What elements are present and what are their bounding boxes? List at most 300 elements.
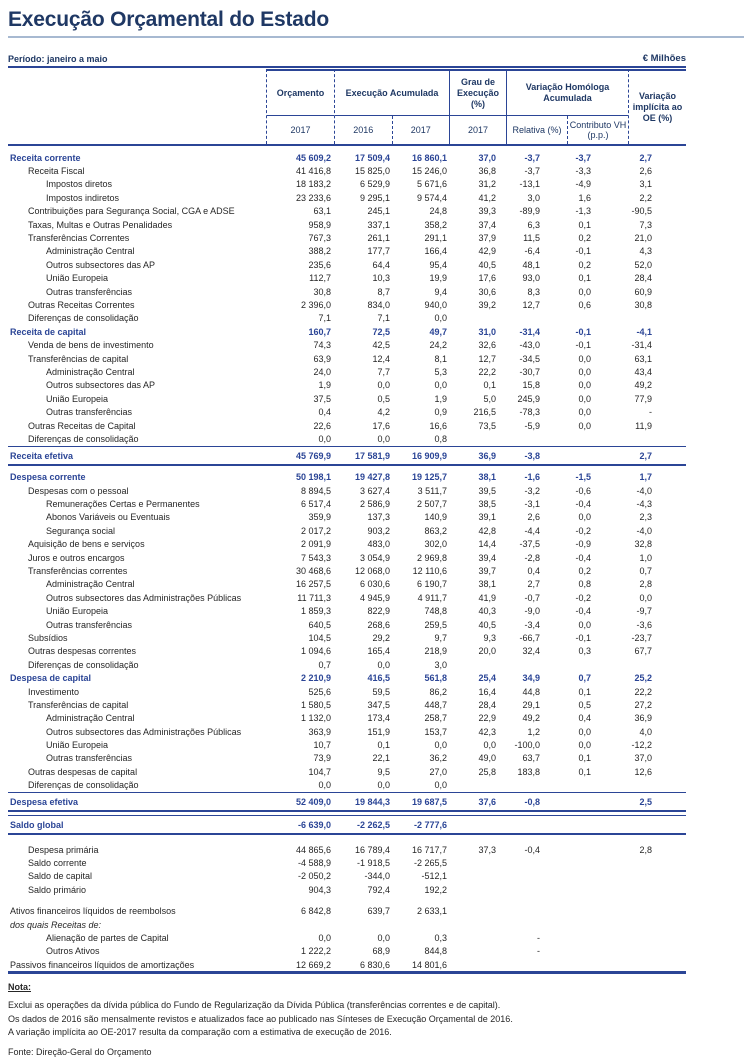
cell-value: 24,8 bbox=[429, 206, 447, 217]
cell-value: 11,9 bbox=[635, 420, 652, 431]
cell-value: 42,8 bbox=[478, 525, 496, 536]
cell-value: 93,0 bbox=[522, 273, 540, 284]
table-row bbox=[8, 245, 686, 258]
note-line: Os dados de 2016 são mensalmente revistos e atualizados face ao publicado nas Sínteses de Execução Orçamental de 2016. bbox=[8, 1013, 513, 1024]
col-group-execucao-acumulada bbox=[334, 69, 449, 144]
cell-value: 0,1 bbox=[578, 753, 591, 764]
table-row bbox=[8, 793, 686, 810]
row-label: Saldo de capital bbox=[28, 871, 93, 882]
cell-value: 218,9 bbox=[424, 646, 447, 657]
cell-value: 0,0 bbox=[578, 740, 591, 751]
cell-value: 245,1 bbox=[367, 206, 390, 217]
cell-value: 7,1 bbox=[318, 313, 331, 324]
cell-value: 0,0 bbox=[377, 780, 390, 791]
cell-value: 25,4 bbox=[478, 673, 496, 684]
cell-value: 30 468,6 bbox=[295, 566, 331, 577]
row-label: dos quais Receitas de: bbox=[10, 919, 102, 930]
cell-value: 5,0 bbox=[483, 393, 496, 404]
cell-value: 0,7 bbox=[318, 659, 331, 670]
cell-value: 7,1 bbox=[377, 313, 390, 324]
cell-value: 12,4 bbox=[372, 353, 390, 364]
row-label: Ativos financeiros líquidos de reembolsos bbox=[10, 906, 176, 917]
cell-value: 24,0 bbox=[313, 366, 331, 377]
table-row bbox=[8, 883, 686, 896]
col-header-relativa: Relativa (%) bbox=[512, 125, 562, 135]
cell-value: 1 222,2 bbox=[300, 946, 331, 957]
cell-value: 0,1 bbox=[578, 766, 591, 777]
cell-value: 74,3 bbox=[313, 340, 331, 351]
cell-value: 259,5 bbox=[424, 619, 447, 630]
cell-value: 73,9 bbox=[313, 753, 331, 764]
cell-value: 137,3 bbox=[367, 512, 390, 523]
cell-value: -0,1 bbox=[575, 246, 591, 257]
cell-value: 2 017,2 bbox=[300, 525, 331, 536]
cell-value: 63,7 bbox=[522, 753, 540, 764]
cell-value: 48,1 bbox=[522, 259, 540, 270]
row-label: Investimento bbox=[28, 686, 80, 697]
cell-value: 347,5 bbox=[367, 699, 390, 710]
cell-value: 2,8 bbox=[639, 844, 652, 855]
cell-value: 1,0 bbox=[639, 552, 652, 563]
cell-value: 0,0 bbox=[578, 726, 591, 737]
row-label: Receita de capital bbox=[10, 326, 87, 337]
cell-value: 4,3 bbox=[639, 246, 652, 257]
row-label: Outras despesas correntes bbox=[28, 646, 137, 657]
cell-value: -0,4 bbox=[575, 499, 591, 510]
row-label: Transferências de capital bbox=[28, 353, 129, 364]
cell-value: 29,2 bbox=[372, 632, 390, 643]
row-label: Venda de bens de investimento bbox=[28, 340, 154, 351]
cell-value: 0,0 bbox=[578, 393, 591, 404]
row-label: Receita efetiva bbox=[10, 450, 74, 461]
table-row bbox=[8, 712, 686, 725]
cell-value: 16 860,1 bbox=[411, 152, 447, 163]
table-header bbox=[8, 69, 686, 146]
cell-value: 6 830,6 bbox=[359, 959, 390, 970]
period-rule bbox=[8, 66, 686, 68]
cell-value: 216,5 bbox=[473, 407, 496, 418]
cell-value: 39,1 bbox=[478, 512, 496, 523]
cell-value: -344,0 bbox=[364, 871, 390, 882]
cell-value: 10,3 bbox=[372, 273, 390, 284]
budget-table bbox=[8, 69, 686, 974]
cell-value: -0,4 bbox=[524, 844, 540, 855]
cell-value: 0,3 bbox=[434, 933, 447, 943]
cell-value: 6 190,7 bbox=[416, 579, 447, 590]
cell-value: 173,4 bbox=[367, 713, 390, 724]
cell-value: 20,0 bbox=[478, 646, 496, 657]
cell-value: 22,1 bbox=[372, 753, 390, 764]
cell-value: -0,9 bbox=[575, 539, 591, 550]
row-label: Outros Ativos bbox=[46, 946, 100, 957]
cell-value: 19,9 bbox=[429, 273, 447, 284]
cell-value: 5 671,6 bbox=[416, 179, 447, 190]
table-row bbox=[8, 945, 686, 958]
table-row bbox=[8, 298, 686, 311]
title-rule bbox=[8, 36, 744, 38]
cell-value: 0,0 bbox=[578, 420, 591, 431]
cell-value: 748,8 bbox=[424, 606, 447, 617]
cell-value: 822,9 bbox=[367, 606, 390, 617]
cell-value: 0,0 bbox=[318, 780, 331, 791]
cell-value: 34,9 bbox=[522, 673, 540, 684]
cell-value: 39,7 bbox=[478, 566, 496, 577]
cell-value: 0,0 bbox=[578, 407, 591, 418]
cell-value: 19 687,5 bbox=[411, 796, 447, 807]
cell-value: 0,0 bbox=[578, 353, 591, 364]
cell-value: -6 639,0 bbox=[297, 819, 331, 830]
cell-value: -37,5 bbox=[519, 539, 540, 550]
cell-value: -23,7 bbox=[631, 632, 652, 643]
cell-value: 32,4 bbox=[522, 646, 540, 657]
cell-value: 0,4 bbox=[527, 566, 540, 577]
cell-value: 8,1 bbox=[434, 353, 447, 364]
cell-value: 72,5 bbox=[372, 326, 390, 337]
row-label: Passivos financeiros líquidos de amortizações bbox=[10, 959, 195, 970]
cell-value: 8 894,5 bbox=[300, 485, 331, 496]
table-row bbox=[8, 484, 686, 497]
table-row bbox=[8, 918, 686, 931]
table-row bbox=[8, 164, 686, 177]
table-row bbox=[8, 497, 686, 510]
cell-value: 903,2 bbox=[367, 525, 390, 536]
cell-value: 640,5 bbox=[308, 619, 331, 630]
row-label: Administração Central bbox=[46, 579, 135, 590]
cell-value: -4,0 bbox=[636, 525, 652, 536]
cell-value: 0,9 bbox=[434, 407, 447, 418]
cell-value: 17,6 bbox=[478, 273, 496, 284]
cell-value: 42,5 bbox=[372, 340, 390, 351]
note-line: Exclui as operações da dívida pública do Fundo de Regularização da Dívida Pública (transferências correntes e de capital). bbox=[8, 1000, 501, 1011]
cell-value: 863,2 bbox=[424, 525, 447, 536]
row-label: Outras Receitas Correntes bbox=[28, 299, 135, 310]
cell-value: 63,9 bbox=[313, 353, 331, 364]
cell-value: 77,9 bbox=[634, 393, 652, 404]
table-row bbox=[8, 779, 686, 792]
cell-value: 0,7 bbox=[578, 673, 591, 684]
col-header-contributo: Contributo VH (p.p.) bbox=[567, 116, 628, 144]
row-label: Outras despesas de capital bbox=[28, 766, 138, 777]
cell-value: 3,0 bbox=[434, 659, 447, 670]
cell-value: 261,1 bbox=[367, 233, 390, 244]
cell-value: -3,8 bbox=[524, 450, 540, 461]
row-label: Diferenças de consolidação bbox=[28, 433, 139, 444]
cell-value: 767,3 bbox=[308, 233, 331, 244]
cell-value: -1,5 bbox=[575, 472, 591, 483]
table-row bbox=[8, 843, 686, 856]
cell-value: 0,0 bbox=[377, 933, 390, 943]
cell-value: 15 825,0 bbox=[354, 166, 390, 177]
cell-value: 27,0 bbox=[429, 766, 447, 777]
cell-value: 37,4 bbox=[478, 219, 496, 230]
cell-value: 0,4 bbox=[578, 713, 591, 724]
cell-value: -1 918,5 bbox=[356, 858, 390, 869]
cell-value: 39,4 bbox=[478, 552, 496, 563]
cell-value: 0,0 bbox=[578, 619, 591, 630]
cell-value: 0,0 bbox=[377, 380, 390, 391]
cell-value: -34,5 bbox=[519, 353, 540, 364]
cell-value: 0,0 bbox=[318, 933, 331, 943]
cell-value: 9 295,1 bbox=[359, 192, 390, 203]
row-label: União Europeia bbox=[46, 273, 109, 284]
cell-value: 39,3 bbox=[478, 206, 496, 217]
cell-value: -3,2 bbox=[524, 485, 540, 496]
cell-value: -512,1 bbox=[421, 871, 447, 882]
cell-value: 166,4 bbox=[424, 246, 447, 257]
cell-value: 41,9 bbox=[478, 592, 496, 603]
cell-value: 792,4 bbox=[367, 884, 390, 895]
table-row bbox=[8, 765, 686, 778]
cell-value: -31,4 bbox=[519, 326, 540, 337]
cell-value: -0,1 bbox=[575, 632, 591, 643]
cell-value: - bbox=[537, 946, 540, 957]
cell-value: 18 183,2 bbox=[295, 179, 331, 190]
cell-value: 151,9 bbox=[367, 726, 390, 737]
row-label: Despesa de capital bbox=[10, 673, 92, 684]
cell-value: -9,7 bbox=[636, 606, 652, 617]
cell-value: -0,2 bbox=[575, 592, 591, 603]
cell-value: 0,0 bbox=[434, 380, 447, 391]
table-row bbox=[8, 471, 686, 484]
cell-value: 7,3 bbox=[639, 219, 652, 230]
cell-value: 7 543,3 bbox=[300, 552, 331, 563]
cell-value: 29,1 bbox=[522, 699, 540, 710]
cell-value: 59,5 bbox=[372, 686, 390, 697]
cell-value: 17,6 bbox=[372, 420, 390, 431]
cell-value: 45 609,2 bbox=[295, 152, 331, 163]
row-label: Impostos diretos bbox=[46, 179, 113, 190]
table-row bbox=[8, 645, 686, 658]
table-row bbox=[8, 405, 686, 418]
cell-value: 0,0 bbox=[434, 313, 447, 324]
cell-value: -3,1 bbox=[524, 499, 540, 510]
cell-value: -1,6 bbox=[524, 472, 540, 483]
cell-value: 9,3 bbox=[483, 632, 496, 643]
cell-value: 40,5 bbox=[478, 619, 496, 630]
cell-value: 561,8 bbox=[424, 673, 447, 684]
row-label: Saldo corrente bbox=[28, 858, 87, 869]
cell-value: 1,7 bbox=[639, 472, 652, 483]
cell-value: 904,3 bbox=[308, 884, 331, 895]
cell-value: 0,0 bbox=[578, 512, 591, 523]
table-row bbox=[8, 258, 686, 271]
cell-value: -0,4 bbox=[575, 606, 591, 617]
table-row bbox=[8, 392, 686, 405]
cell-value: -4,0 bbox=[636, 485, 652, 496]
row-label: Outros subsectores das Administrações Públicas bbox=[46, 726, 242, 737]
cell-value: 258,7 bbox=[424, 713, 447, 724]
cell-value: 2,3 bbox=[639, 512, 652, 523]
cell-value: 12,7 bbox=[522, 299, 540, 310]
row-label: Despesa corrente bbox=[10, 472, 86, 483]
cell-value: -43,0 bbox=[519, 340, 540, 351]
table-row bbox=[8, 671, 686, 684]
cell-value: 483,0 bbox=[367, 539, 390, 550]
cell-value: -2 262,5 bbox=[356, 819, 390, 830]
cell-value: 6 517,4 bbox=[300, 499, 331, 510]
table-row bbox=[8, 419, 686, 432]
cell-value: 39,5 bbox=[478, 485, 496, 496]
row-label: Transferências Correntes bbox=[28, 233, 130, 244]
cell-value: 38,1 bbox=[478, 579, 496, 590]
row-label: Outros subsectores das Administrações Públicas bbox=[46, 592, 242, 603]
table-row bbox=[8, 432, 686, 445]
cell-value: 0,0 bbox=[578, 286, 591, 297]
row-label: Subsídios bbox=[28, 632, 68, 643]
row-label: Despesa efetiva bbox=[10, 796, 79, 807]
cell-value: 37,9 bbox=[478, 233, 496, 244]
cell-value: 4,2 bbox=[377, 407, 390, 418]
cell-value: 6,3 bbox=[527, 219, 540, 230]
cell-value: 49,0 bbox=[478, 753, 496, 764]
row-label: Alienação de partes de Capital bbox=[46, 933, 169, 943]
cell-value: 12,7 bbox=[478, 353, 496, 364]
cell-value: 0,2 bbox=[578, 233, 591, 244]
row-label: Receita corrente bbox=[10, 152, 81, 163]
cell-value: -3,6 bbox=[636, 619, 652, 630]
cell-value: -3,7 bbox=[524, 152, 540, 163]
cell-value: 245,9 bbox=[517, 393, 540, 404]
cell-value: 25,2 bbox=[634, 673, 652, 684]
cell-value: -2 050,2 bbox=[297, 871, 331, 882]
cell-value: 3 627,4 bbox=[359, 485, 390, 496]
cell-value: -4,4 bbox=[524, 525, 540, 536]
spacer bbox=[8, 835, 686, 843]
cell-value: 64,4 bbox=[372, 259, 390, 270]
cell-value: 112,7 bbox=[309, 273, 331, 284]
cell-value: 0,4 bbox=[318, 407, 331, 418]
table-row bbox=[8, 352, 686, 365]
table-row bbox=[8, 698, 686, 711]
table-row bbox=[8, 151, 686, 164]
table-row bbox=[8, 605, 686, 618]
row-label: Outros subsectores das AP bbox=[46, 380, 156, 391]
cell-value: 16,4 bbox=[478, 686, 496, 697]
row-label: Abonos Variáveis ou Eventuais bbox=[46, 512, 170, 523]
cell-value: 0,1 bbox=[483, 380, 496, 391]
cell-value: 1,9 bbox=[318, 380, 331, 391]
row-label: Juros e outros encargos bbox=[28, 552, 125, 563]
cell-value: 4,0 bbox=[639, 726, 652, 737]
cell-value: 39,2 bbox=[478, 299, 496, 310]
cell-value: 49,2 bbox=[522, 713, 540, 724]
cell-value: 2 969,8 bbox=[416, 552, 447, 563]
cell-value: 95,4 bbox=[429, 259, 447, 270]
cell-value: 37,0 bbox=[634, 753, 652, 764]
table-row bbox=[8, 725, 686, 738]
cell-value: 0,2 bbox=[578, 259, 591, 270]
table-row bbox=[8, 338, 686, 351]
cell-value: 22,2 bbox=[634, 686, 652, 697]
table-row bbox=[8, 231, 686, 244]
cell-value: 36,9 bbox=[478, 450, 496, 461]
cell-value: -78,3 bbox=[519, 407, 540, 418]
cell-value: 52 409,0 bbox=[295, 796, 331, 807]
unit-label: € Milhões bbox=[642, 53, 686, 64]
col-header-execucao-acumulada: Execução Acumulada bbox=[335, 71, 449, 116]
row-label: União Europeia bbox=[46, 606, 109, 617]
col-group-grau-execucao bbox=[449, 69, 507, 144]
table-row bbox=[8, 752, 686, 765]
cell-value: 12 110,6 bbox=[412, 566, 447, 577]
cell-value: 0,1 bbox=[377, 740, 390, 751]
cell-value: 45 769,9 bbox=[295, 450, 331, 461]
table-row bbox=[8, 285, 686, 298]
cell-value: 16 789,4 bbox=[354, 844, 390, 855]
cell-value: 0,0 bbox=[377, 433, 390, 444]
cell-value: 12 669,2 bbox=[295, 959, 331, 970]
cell-value: 0,5 bbox=[377, 393, 390, 404]
cell-value: 30,6 bbox=[478, 286, 496, 297]
cell-value: 192,2 bbox=[424, 884, 447, 895]
cell-value: -4 588,9 bbox=[297, 858, 331, 869]
col-group-variacao-homologa bbox=[507, 69, 628, 144]
row-label: Despesa primária bbox=[28, 844, 99, 855]
cell-value: 17 581,9 bbox=[354, 450, 390, 461]
cell-value: 0,0 bbox=[434, 740, 447, 751]
cell-value: 183,8 bbox=[517, 766, 540, 777]
table-row bbox=[8, 511, 686, 524]
table-row bbox=[8, 205, 686, 218]
cell-value: 3 054,9 bbox=[359, 552, 390, 563]
cell-value: -2 265,5 bbox=[413, 858, 447, 869]
cell-value: 17 509,4 bbox=[354, 152, 390, 163]
cell-value: -30,7 bbox=[519, 366, 540, 377]
cell-value: 63,1 bbox=[634, 353, 652, 364]
cell-value: 15 246,0 bbox=[411, 166, 447, 177]
cell-value: 363,9 bbox=[308, 726, 331, 737]
row-label: Remunerações Certas e Permanentes bbox=[46, 499, 200, 510]
header-label-spacer bbox=[8, 69, 266, 144]
row-label: Taxas, Multas e Outras Penalidades bbox=[28, 219, 173, 230]
col-year-2016: 2016 bbox=[353, 125, 374, 135]
cell-value: 448,7 bbox=[424, 699, 447, 710]
cell-value: -4,9 bbox=[575, 179, 591, 190]
cell-value: 1 132,0 bbox=[300, 713, 331, 724]
cell-value: 40,3 bbox=[478, 606, 496, 617]
cell-value: -2,8 bbox=[524, 552, 540, 563]
row-label: Administração Central bbox=[46, 366, 135, 377]
cell-value: 2 210,9 bbox=[300, 673, 331, 684]
cell-value: 844,8 bbox=[424, 946, 447, 957]
cell-value: -9,0 bbox=[524, 606, 540, 617]
row-label: Outros subsectores das AP bbox=[46, 259, 156, 270]
cell-value: 31,2 bbox=[478, 179, 496, 190]
cell-value: 388,2 bbox=[308, 246, 331, 257]
cell-value: 67,7 bbox=[634, 646, 652, 657]
cell-value: 9,5 bbox=[377, 766, 390, 777]
notes-section bbox=[8, 982, 744, 1059]
row-label: Despesas com o pessoal bbox=[28, 485, 129, 496]
cell-value: -4,1 bbox=[636, 326, 652, 337]
cell-value: 2 507,7 bbox=[416, 499, 447, 510]
cell-value: 16 257,5 bbox=[295, 579, 331, 590]
cell-value: 10,7 bbox=[313, 740, 331, 751]
cell-value: 1 859,3 bbox=[300, 606, 331, 617]
table-row bbox=[8, 379, 686, 392]
row-label: Outras transferências bbox=[46, 286, 133, 297]
table-row bbox=[8, 870, 686, 883]
table-row bbox=[8, 618, 686, 631]
cell-value: 1,6 bbox=[578, 192, 591, 203]
cell-value: 0,0 bbox=[639, 592, 652, 603]
cell-value: 2 586,9 bbox=[359, 499, 390, 510]
cell-value: 8,7 bbox=[377, 286, 390, 297]
row-label: Outras Receitas de Capital bbox=[28, 420, 136, 431]
table-row bbox=[8, 816, 686, 833]
cell-value: 41 416,8 bbox=[295, 166, 331, 177]
col-group-variacao-implicita bbox=[628, 69, 686, 144]
